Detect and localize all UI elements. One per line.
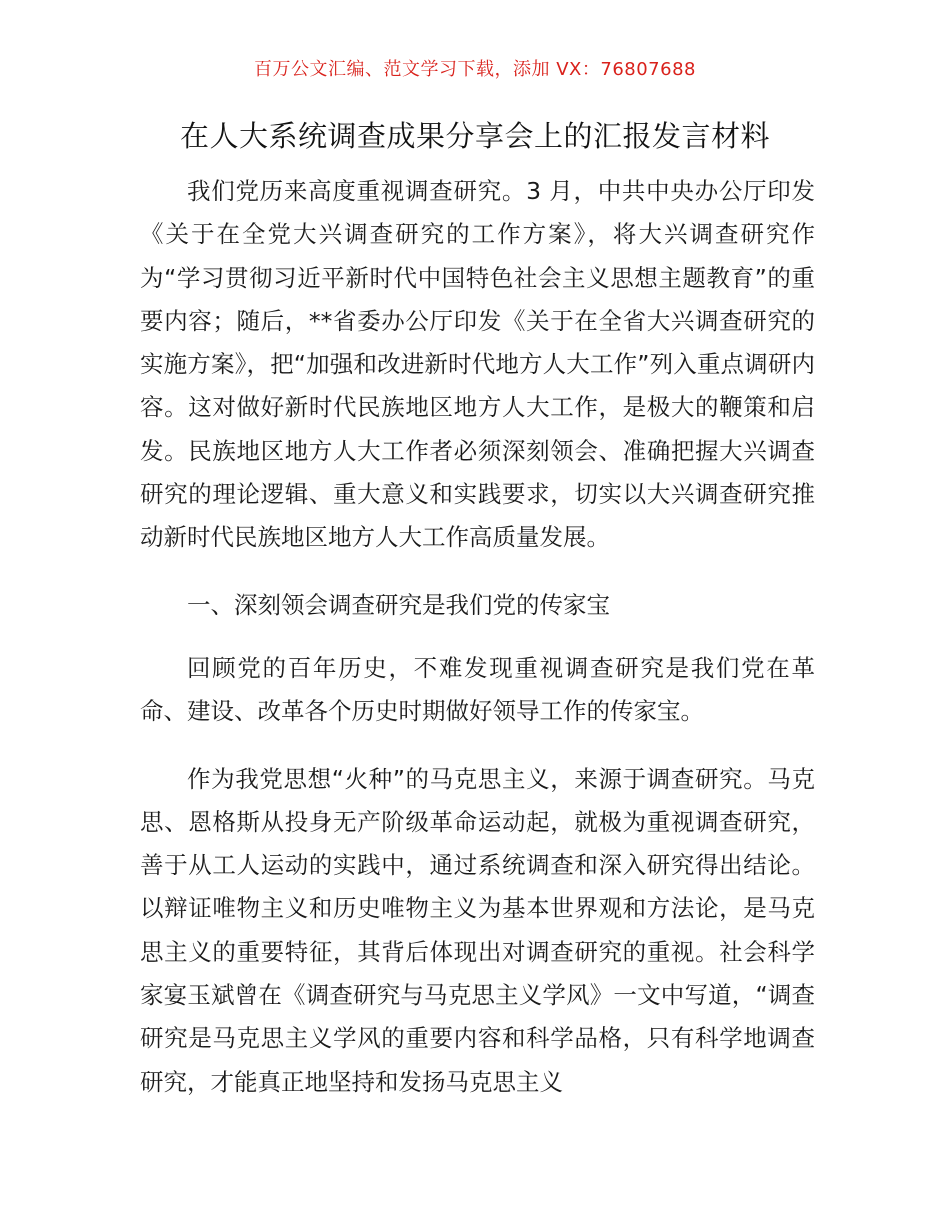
promo-header: 百万公文汇编、范文学习下载，添加 VX：76807688 [254, 59, 696, 80]
paragraph-intro: 我们党历来高度重视调查研究。3 月，中共中央办公厅印发《关于在全党大兴调查研究的工作方案》，将大兴调查研究作为“学习贯彻习近平新时代中国特色社会主义思想主题教育”的重要内容；随后，**省委办公厅印发《关于在全省大兴调查研究的实施方案》，把“加强和改进新时代地方人大工作”列入重点调研内容。这对做好新时代民族地区地方人大工作，是极大的鞭策和启发。民族地区地方人大工作者必须深刻领会、准确把握大兴调查研究的理论逻辑、重大意义和实践要求，切实以大兴调查研究推动新时代民族地区地方人大工作高质量发展。 [140, 177, 815, 552]
document-body [140, 170, 815, 1128]
paragraph-marxism: 作为我党思想“火种”的马克思主义，来源于调查研究。马克思、恩格斯从投身无产阶级革命运动起，就极为重视调查研究，善于从工人运动的实践中，通过系统调查和深入研究得出结论。以辩证唯物主义和历史唯物主义为基本世界观和方法论，是马克思主义的重要特征，其背后体现出对调查研究的重视。社会科学家宴玉斌曾在《调查研究与马克思主义学风》一文中写道，“调查研究是马克思主义学风的重要内容和科学品格，只有科学地调查研究，才能真正地坚持和发扬马克思主义 [140, 764, 815, 1096]
document-title: 在人大系统调查成果分享会上的汇报发言材料 [179, 119, 770, 153]
paragraph-history: 回顾党的百年历史，不难发现重视调查研究是我们党在革命、建设、改革各个历史时期做好领导工作的传家宝。 [140, 653, 815, 726]
section-heading-1: 一、深刻领会调查研究是我们党的传家宝 [187, 590, 610, 619]
